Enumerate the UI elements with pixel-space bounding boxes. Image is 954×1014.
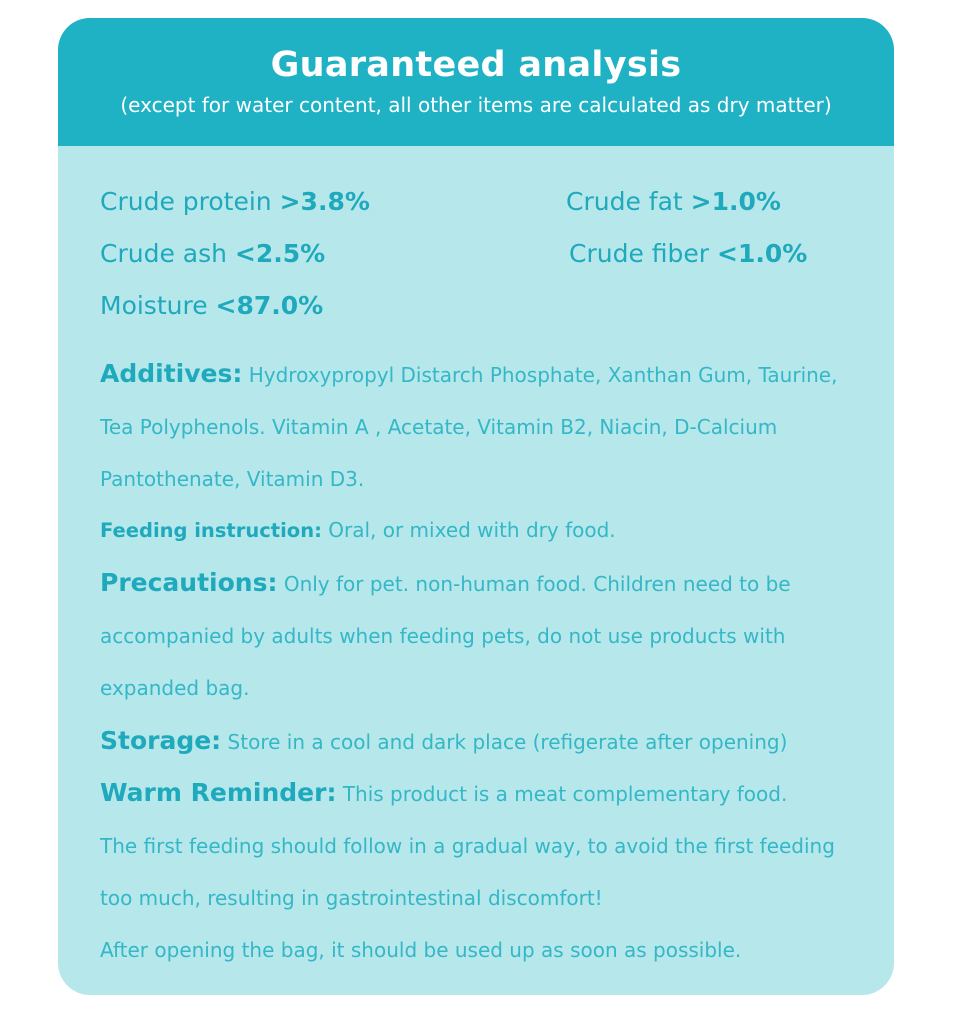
page-subtitle: (except for water content, all other items are calculated as dry matter) <box>120 93 832 117</box>
nutrient-label: Crude ash <box>100 239 227 268</box>
reminder-line: This product is a meat complementary food. <box>342 782 788 806</box>
reminder-line: too much, resulting in gastrointestinal discomfort! <box>100 886 603 910</box>
reminder-label: Warm Reminder: <box>100 778 337 807</box>
reminder-section <box>100 767 890 976</box>
card-header <box>58 18 894 146</box>
nutrient-crude-protein <box>100 187 370 217</box>
precautions-line: accompanied by adults when feeding pets, do not use products with <box>100 624 786 648</box>
feeding-text: Oral, or mixed with dry food. <box>328 518 616 542</box>
feeding-section <box>100 512 890 549</box>
storage-section <box>100 715 890 768</box>
nutrient-crude-ash <box>100 239 325 269</box>
nutrient-value: <2.5% <box>234 239 326 268</box>
precautions-line: expanded bag. <box>100 676 250 700</box>
precautions-line: Only for pet. non-human food. Children need to be <box>283 572 791 596</box>
analysis-card <box>58 18 894 995</box>
precautions-label: Precautions: <box>100 568 278 597</box>
nutrient-moisture <box>100 291 323 321</box>
additives-line: Tea Polyphenols. Vitamin A , Acetate, Vitamin B2, Niacin, D-Calcium <box>100 415 778 439</box>
nutrient-label: Crude fiber <box>569 239 710 268</box>
reminder-line: After opening the bag, it should be used up as soon as possible. <box>100 938 742 962</box>
nutrient-value: >3.8% <box>279 187 370 216</box>
additives-line: Hydroxypropyl Distarch Phosphate, Xanthan Gum, Taurine, <box>248 363 838 387</box>
nutrient-value: <87.0% <box>215 291 324 320</box>
reminder-line: The first feeding should follow in a gradual way, to avoid the first feeding <box>100 834 835 858</box>
additives-section <box>100 348 890 505</box>
page-title: Guaranteed analysis <box>270 45 682 85</box>
storage-label: Storage: <box>100 726 222 755</box>
nutrient-value: <1.0% <box>717 239 808 268</box>
nutrient-label: Crude fat <box>566 187 683 216</box>
additives-label: Additives: <box>100 359 243 388</box>
nutrient-label: Crude protein <box>100 187 272 216</box>
storage-text: Store in a cool and dark place (refigerate after opening) <box>227 730 788 754</box>
nutrient-label: Moisture <box>100 291 208 320</box>
feeding-label: Feeding instruction: <box>100 519 322 542</box>
nutrient-value: >1.0% <box>690 187 781 216</box>
precautions-section <box>100 557 890 714</box>
nutrient-crude-fat <box>566 187 781 217</box>
additives-line: Pantothenate, Vitamin D3. <box>100 467 365 491</box>
nutrient-crude-fiber <box>569 239 807 269</box>
